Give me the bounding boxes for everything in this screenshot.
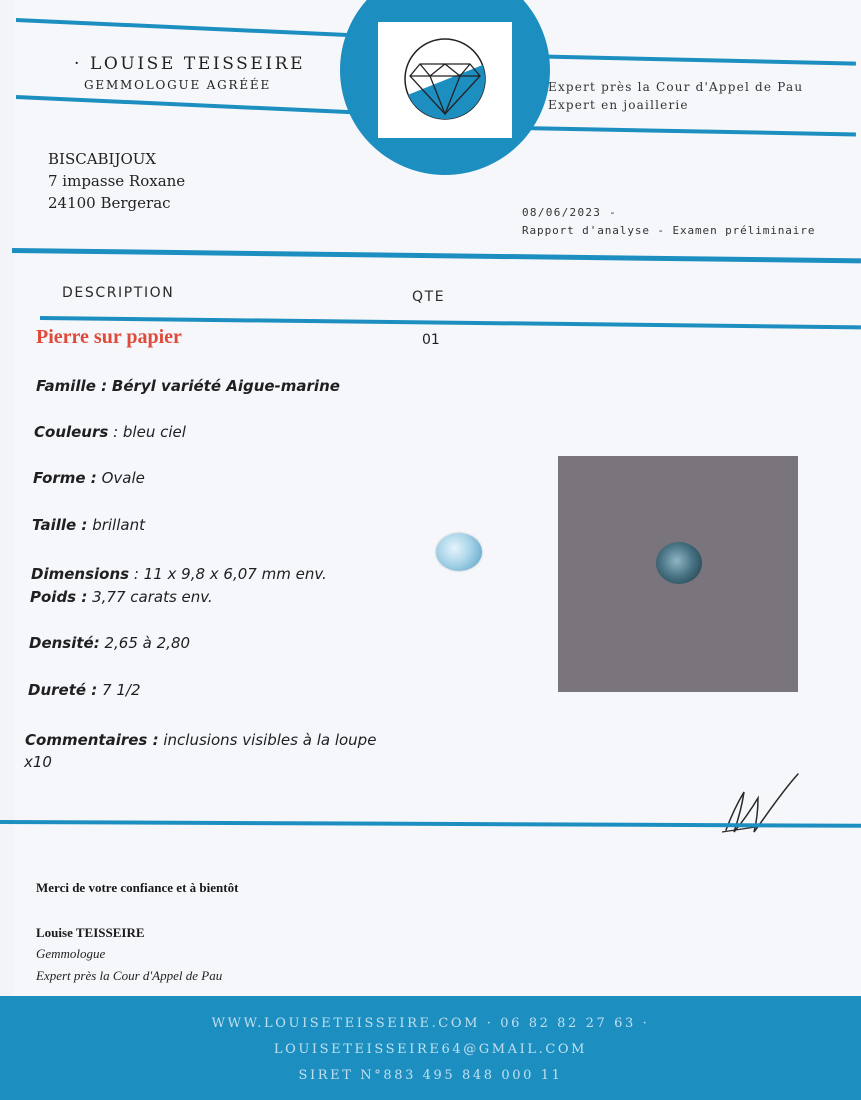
- prop-couleurs-label: Couleurs: [34, 423, 109, 441]
- prop-commentaires-value: inclusions visibles à la loupe: [163, 731, 377, 749]
- prop-poids: [30, 588, 213, 606]
- signer-title-1: Gemmologue: [36, 946, 106, 961]
- prop-dimensions: [31, 565, 327, 583]
- column-header-description: DESCRIPTION: [62, 285, 175, 301]
- client-street: 7 impasse Roxane: [48, 172, 186, 190]
- expert-line-1: Expert près la Cour d'Appel de Pau: [548, 80, 804, 94]
- prop-couleurs: [34, 423, 186, 441]
- signer-title-2: Expert près la Cour d'Appel de Pau: [36, 968, 223, 983]
- footer-contact-line: WWW.LOUISETEISSEIRE.COM · 06 82 82 27 63 ·: [211, 1016, 650, 1031]
- prop-poids-value: 3,77 carats env.: [92, 588, 213, 606]
- gemstone-on-paper: [436, 533, 482, 571]
- prop-dimensions-value: : 11 x 9,8 x 6,07 mm env.: [133, 565, 327, 583]
- diamond-icon: [400, 34, 490, 124]
- prop-densite: [29, 634, 190, 652]
- item-quantity: 01: [422, 332, 440, 348]
- prop-durete: [28, 681, 141, 699]
- prop-famille-value: Béryl variété Aigue-marine: [111, 377, 340, 395]
- prop-densite-value: 2,65 à 2,80: [104, 634, 191, 652]
- report-title: Rapport d'analyse - Examen préliminaire: [522, 224, 816, 237]
- gemstone-photo-stone: [656, 542, 702, 584]
- prop-taille-value: brillant: [92, 516, 145, 534]
- prop-forme-value: Ovale: [101, 469, 145, 487]
- prop-densite-label: Densité:: [29, 634, 100, 652]
- thanks-message: Merci de votre confiance et à bientôt: [36, 880, 239, 895]
- prop-poids-label: Poids :: [30, 588, 88, 606]
- brand-subtitle: GEMMOLOGUE AGRÉÉE: [84, 78, 272, 92]
- item-title: Pierre sur papier: [36, 326, 182, 348]
- prop-commentaires-cont: x10: [24, 753, 52, 771]
- prop-durete-label: Dureté :: [28, 681, 98, 699]
- prop-couleurs-value: : bleu ciel: [113, 423, 186, 441]
- prop-durete-value: 7 1/2: [102, 681, 141, 699]
- prop-famille-label: Famille :: [36, 377, 108, 395]
- prop-dimensions-label: Dimensions: [31, 565, 130, 583]
- prop-commentaires-label: Commentaires :: [25, 731, 159, 749]
- prop-taille: [32, 516, 145, 534]
- report-date: 08/06/2023 -: [522, 206, 618, 219]
- signer-name: Louise TEISSEIRE: [36, 925, 145, 940]
- prop-taille-label: Taille :: [32, 516, 88, 534]
- footer-band: [0, 996, 861, 1100]
- client-name: BISCABIJOUX: [48, 150, 157, 168]
- client-city: 24100 Bergerac: [48, 194, 171, 212]
- footer-email: LOUISETEISSEIRE64@GMAIL.COM: [273, 1042, 588, 1057]
- brand-name: · LOUISE TEISSEIRE: [74, 54, 306, 74]
- prop-forme-label: Forme :: [33, 469, 97, 487]
- column-header-qty: QTE: [412, 289, 446, 305]
- footer-siret: SIRET N°883 495 848 000 11: [298, 1068, 563, 1083]
- prop-commentaires: [25, 731, 376, 749]
- prop-famille: [36, 377, 340, 395]
- prop-forme: [33, 469, 145, 487]
- expert-line-2: Expert en joaillerie: [548, 98, 689, 112]
